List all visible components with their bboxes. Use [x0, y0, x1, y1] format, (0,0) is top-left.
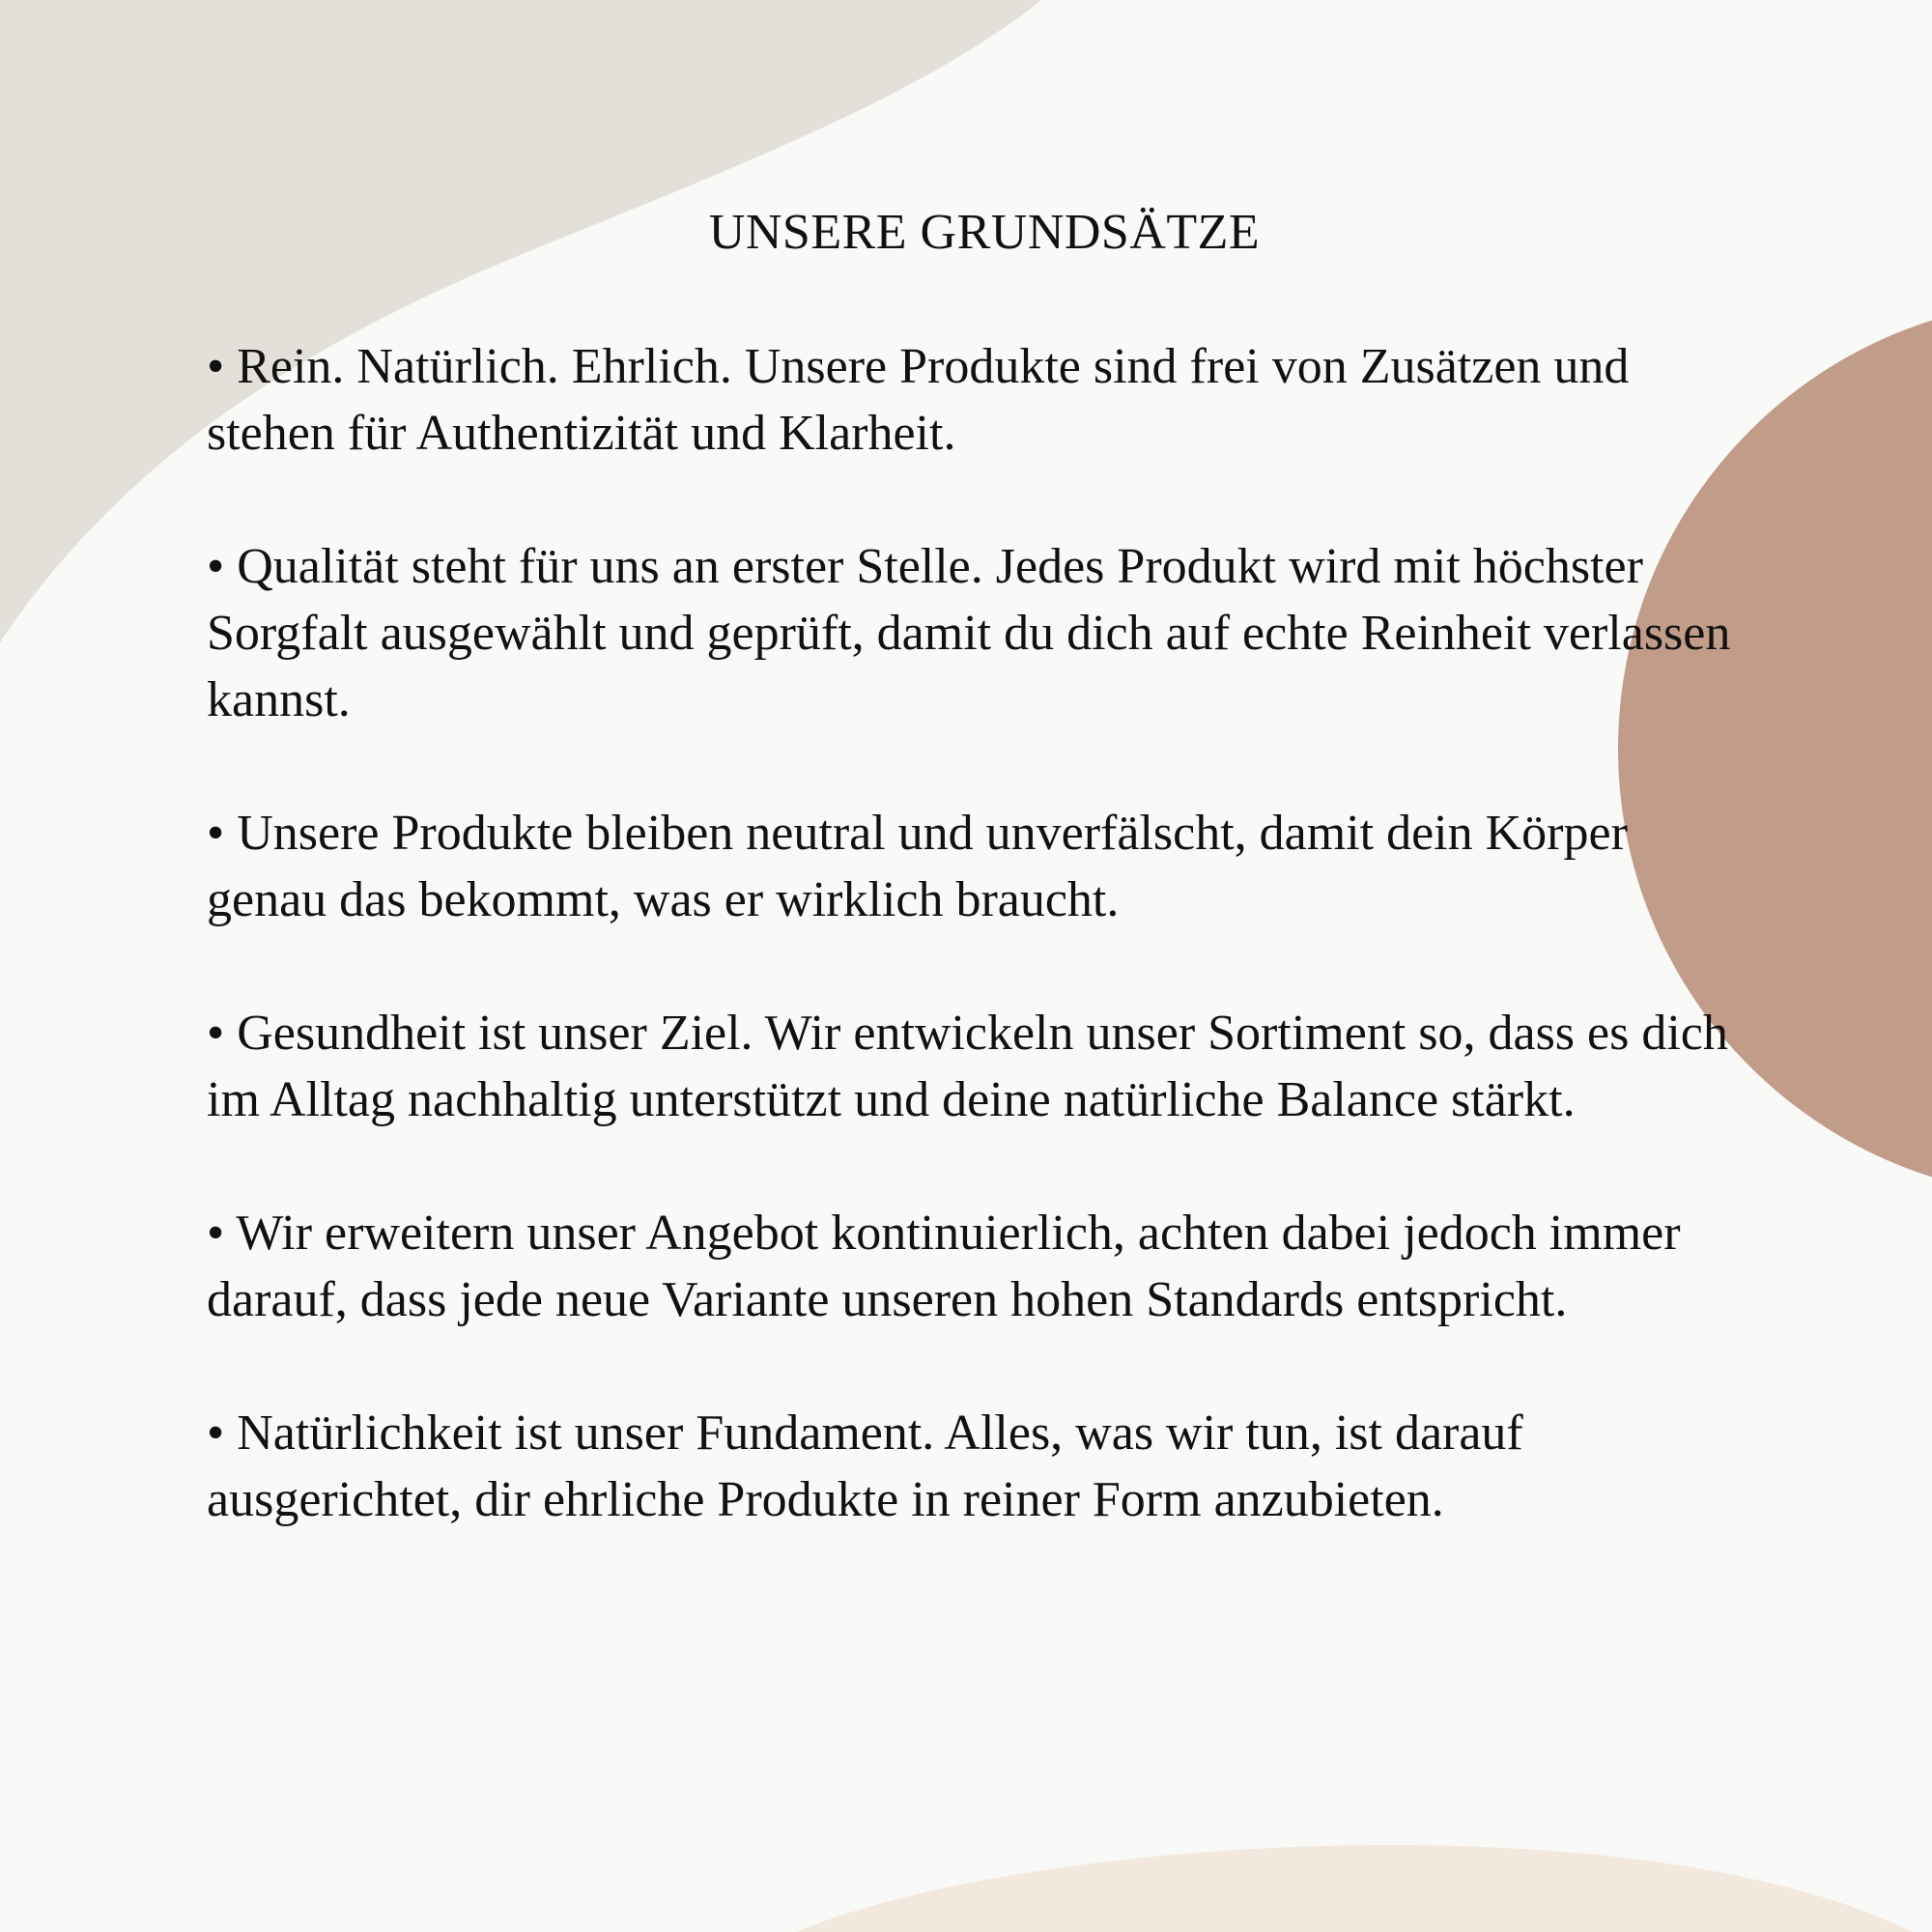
principle-item: • Wir erweitern unser Angebot kontinuierlich, achten dabei jedoch immer darauf, dass jede neue Variante unseren hohen Standards entspricht.	[207, 1206, 1681, 1327]
page-title: UNSERE GRUNDSÄTZE	[708, 205, 1261, 260]
principle-item: • Rein. Natürlich. Ehrlich. Unsere Produkte sind frei von Zusätzen und stehen für Authentizität und Klarheit.	[207, 339, 1630, 461]
principle-item: • Gesundheit ist unser Ziel. Wir entwickeln unser Sortiment so, dass es dich im Alltag nachhaltig unterstützt und deine natürliche Balance stärkt.	[207, 1006, 1728, 1127]
principle-item: • Qualität steht für uns an erster Stelle. Jedes Produkt wird mit höchster Sorgfalt ausgewählt und geprüft, damit du dich auf echte Reinheit verlassen kannst.	[207, 539, 1731, 727]
principle-item: • Natürlichkeit ist unser Fundament. Alles, was wir tun, ist darauf ausgerichtet, dir ehrliche Produkte in reiner Form anzubieten.	[207, 1406, 1523, 1527]
principles-list	[207, 333, 1733, 1533]
bottom-shape	[797, 1845, 1913, 1932]
principle-item: • Unsere Produkte bleiben neutral und unverfälscht, damit dein Körper genau das bekommt, was er wirklich braucht.	[207, 806, 1628, 927]
principles-card	[207, 198, 1733, 1600]
